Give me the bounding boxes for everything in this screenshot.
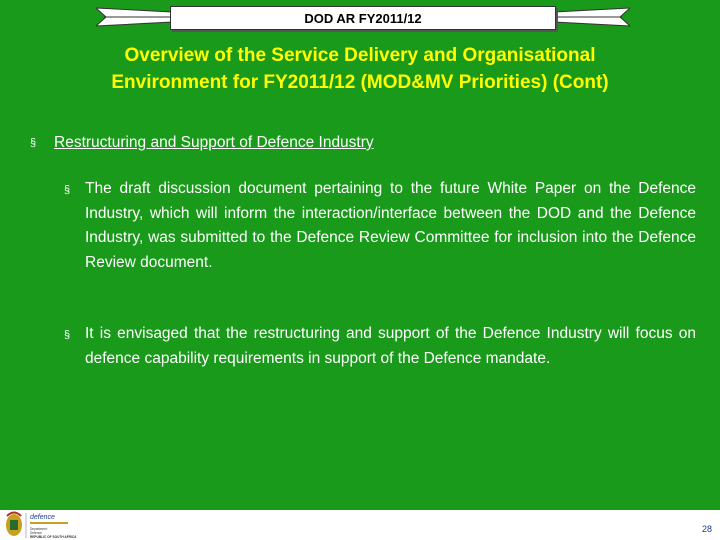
svg-text:REPUBLIC OF SOUTH AFRICA: REPUBLIC OF SOUTH AFRICA [30,535,77,539]
logo-wordmark: defence [30,514,55,521]
slide-title-line-1: Overview of the Service Delivery and Organisational [124,45,596,66]
section-heading-text: Restructuring and Support of Defence Industry [54,134,374,151]
slide-title [20,42,700,96]
bullet-point-text: The draft discussion document pertaining to the future White Paper on the Defence Industry, which will inform the interaction/interface between the DOD and the Defence Industry, was submitted to the Defence Review Committee for inclusion into the Defence Review document. [85,180,696,271]
page-number: 28 [701,524,712,534]
bullet-point [64,177,696,275]
bullet-icon: § [64,184,71,196]
footer-bar [0,510,720,540]
svg-text:Defence: Defence [30,531,42,535]
header-banner [96,6,630,28]
bullet-icon: § [64,329,71,341]
bullet-icon: § [30,137,37,149]
svg-text:Department:: Department: [30,527,48,531]
defence-logo [2,510,82,540]
coat-of-arms-icon [6,513,22,537]
bullet-point [64,322,696,371]
bullet-point-text: It is envisaged that the restructuring and support of the Defence Industry will focus on defence capability requirements in support of the Defence mandate. [85,325,696,367]
banner-title: DOD AR FY2011/12 [170,6,556,30]
slide-title-line-2: Environment for FY2011/12 (MOD&MV Priorities) (Cont) [111,72,609,93]
